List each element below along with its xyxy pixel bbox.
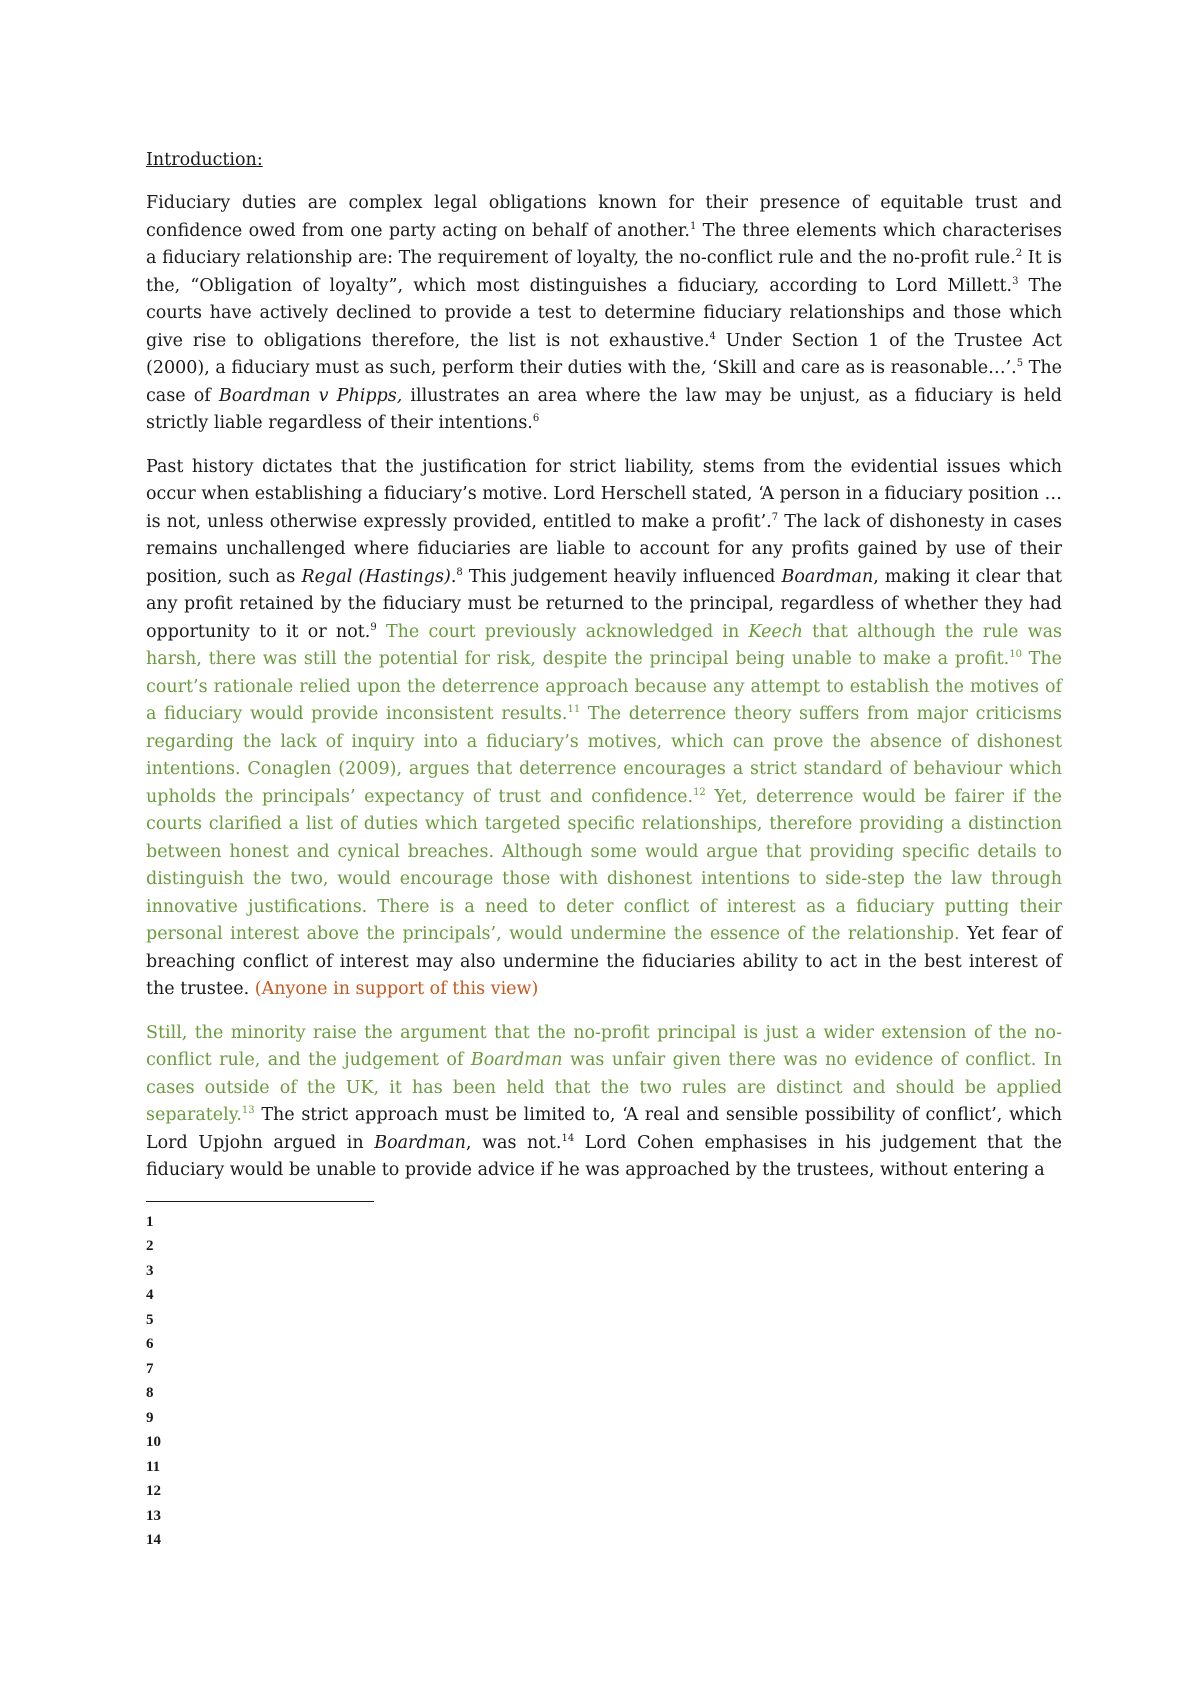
footnote-number: 7 bbox=[146, 1360, 154, 1377]
footnote-reference: 12 bbox=[693, 786, 706, 798]
case-name: Boardman bbox=[781, 566, 874, 587]
text-run: The court previously acknowledged in bbox=[376, 621, 749, 642]
text-run: illustrates an area where the law may be unjust, as a fiduciary is held strictly liable regardless of their intentions. bbox=[146, 385, 1062, 433]
footnote-reference: 5 bbox=[1016, 358, 1024, 370]
body-text bbox=[146, 190, 1062, 1185]
footnote-number: 8 bbox=[146, 1385, 154, 1401]
footnote-number: 10 bbox=[146, 1434, 161, 1450]
text-run: This judgement heavily influenced bbox=[462, 566, 782, 587]
case-name: Regal (Hastings) bbox=[301, 566, 451, 587]
footnote-reference: 4 bbox=[709, 330, 716, 342]
footnote-reference: 13 bbox=[241, 1105, 255, 1117]
text-run: was unfair given there was no evidence of conflict. In cases outside of the UK, it has been held that the two rules are distinct and should be applied separately. bbox=[146, 1050, 1062, 1125]
text-run: The three elements which characterises a fiduciary relationship are: The requirement of loyalty, the no-conflict rule and the no-profit rule. bbox=[146, 220, 1062, 268]
footnote-reference: 6 bbox=[532, 413, 540, 425]
footnote-separator bbox=[146, 1201, 374, 1202]
footnote-number: 13 bbox=[146, 1507, 161, 1524]
footnote-number: 14 bbox=[146, 1532, 161, 1548]
footnote-reference: 1 bbox=[689, 220, 697, 232]
footnote-reference: 3 bbox=[1012, 275, 1019, 287]
text-run: The case of bbox=[146, 358, 1062, 406]
case-name: Boardman bbox=[470, 1050, 563, 1070]
text-run: Yet fear of breaching conflict of interest may also undermine the fiduciaries ability to act in the best interest of the trustee. bbox=[146, 924, 1062, 999]
footnote-reference: 11 bbox=[567, 704, 581, 716]
footnote-reference: 10 bbox=[1009, 649, 1022, 661]
footnote-number: 3 bbox=[146, 1262, 154, 1279]
text-run: It is the, “Obligation of loyalty”, which most distinguishes a fiduciary, according to Lord Millett. bbox=[146, 248, 1062, 296]
text-run: Under Section 1 of the Trustee Act (2000), a fiduciary must as such, perform their duties with the, ‘Skill and care as is reasonable…’. bbox=[146, 330, 1063, 378]
footnote-number: 5 bbox=[146, 1311, 154, 1328]
text-run: Past history dictates that the justification for strict liability, stems from the evidential issues which occur when establishing a fiduciary’s motive. Lord Herschell stated, ‘A person in a fiduciary position … is not, unless otherwise expressly provided, entitled to make a profit’. bbox=[146, 456, 1062, 532]
paragraph bbox=[146, 1020, 1062, 1185]
footnote-number: 12 bbox=[146, 1483, 161, 1499]
footnote-number: 4 bbox=[146, 1287, 154, 1303]
footnote-reference: 8 bbox=[456, 566, 463, 578]
footnote-number: 9 bbox=[146, 1409, 154, 1426]
footnote-reference: 2 bbox=[1015, 248, 1023, 260]
footnote-reference: 14 bbox=[561, 1132, 575, 1144]
section-heading: Introduction: bbox=[146, 150, 263, 170]
text-run: The courts have actively declined to provide a test to determine fiduciary relationships and those which give rise to obligations therefore, the list is not exhaustive. bbox=[146, 275, 1062, 351]
case-name: Boardman v Phipps, bbox=[218, 385, 403, 406]
case-name: Keech bbox=[748, 621, 803, 642]
footnote-reference: 7 bbox=[771, 511, 779, 523]
text-run: The lack of dishonesty in cases remains unchallenged where fiduciaries are liable to account for any profits gained by use of their position, such as bbox=[146, 511, 1062, 587]
footnote-number: 2 bbox=[146, 1238, 154, 1254]
text-run: Still, the minority raise the argument that the no-profit principal is just a wider extension of the no-conflict rule, and the judgement of bbox=[146, 1022, 1062, 1070]
text-run: The strict approach must be limited to, ‘A real and sensible possibility of conflict’, which Lord Upjohn argued in bbox=[146, 1105, 1062, 1153]
footnote-reference: 9 bbox=[370, 621, 377, 633]
footnote-number: 11 bbox=[146, 1458, 161, 1475]
text-run: , was not. bbox=[465, 1132, 562, 1153]
text-run: Fiduciary duties are complex legal obligations known for their presence of equitable trust and confidence owed from one party acting on behalf of another. bbox=[146, 193, 1062, 241]
footnote-number: 1 bbox=[146, 1213, 154, 1230]
text-run: Yet, deterrence would be fairer if the courts clarified a list of duties which targeted specific relationships, therefore providing a distinction between honest and cynical breaches. Although some would argue that providing specific details to distinguish the two, would encourage those with dishonest intentions to side-step the law through innovative justifications. There is a need to deter conflict of interest as a fiduciary putting their personal interest above the principals’, would undermine the essence of the relationship. bbox=[146, 786, 1062, 944]
text-run: (Anyone in support of this view) bbox=[254, 979, 539, 999]
text-run: Lord Cohen emphasises in his judgement that the fiduciary would be unable to provide advice if he was approached by the trustees, without entering a bbox=[146, 1132, 1062, 1180]
text-run: . bbox=[450, 566, 457, 587]
footnote-list bbox=[146, 1210, 1062, 1553]
paragraph bbox=[146, 190, 1062, 438]
footnote-number: 6 bbox=[146, 1336, 154, 1352]
text-run: , making it clear that any profit retained by the fiduciary must be returned to the principal, regardless of whether they had opportunity to it or not. bbox=[146, 566, 1063, 642]
text-run: The deterrence theory suffers from major criticisms regarding the lack of inquiry into a fiduciary’s motives, which can prove the absence of dishonest intentions. Conaglen (2009), argues that deterrence encourages a strict standard of behaviour which upholds the principals’ expectancy of trust and confidence. bbox=[146, 704, 1062, 807]
paragraph bbox=[146, 454, 1062, 1004]
case-name: Boardman bbox=[374, 1132, 466, 1153]
text-run: that although the rule was harsh, there was still the potential for risk, despite the principal being unable to make a profit. bbox=[146, 621, 1063, 669]
text-run: The court’s rationale relied upon the deterrence approach because any attempt to establish the motives of a fiduciary would provide inconsistent results. bbox=[146, 649, 1062, 724]
